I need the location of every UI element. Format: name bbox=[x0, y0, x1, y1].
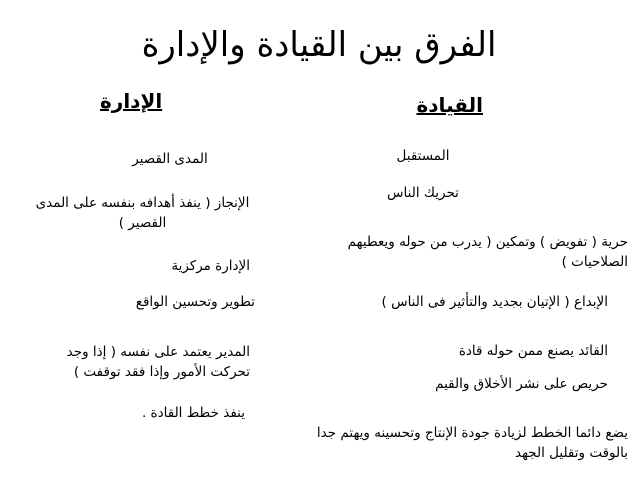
management-item: تطوير وتحسين الواقع bbox=[135, 294, 255, 310]
management-heading: الإدارة bbox=[100, 89, 163, 113]
leadership-item: يضع دائما الخطط لزيادة جودة الإنتاج وتحسينه ويهتم جدا بالوقت وتقليل الجهد bbox=[316, 425, 628, 461]
management-item: الإنجاز ( ينفذ أهدافه بنفسه على المدى القصير ) bbox=[35, 195, 250, 231]
management-item: الإدارة مركزية bbox=[171, 258, 250, 274]
management-item: المدير يعتمد على نفسه ( إذا وجد تحركت الأمور وإذا فقد توقفت ) bbox=[66, 344, 250, 380]
leadership-item: المستقبل bbox=[396, 148, 450, 164]
leadership-item: حريص على نشر الأخلاق والقيم bbox=[435, 376, 608, 392]
management-item: ينفذ خطط القادة . bbox=[141, 405, 245, 421]
leadership-item: الإبداع ( الإتيان بجديد والتأثير فى الناس ) bbox=[381, 294, 608, 310]
leadership-item: القائد يصنع ممن حوله قادة bbox=[458, 343, 608, 359]
leadership-item: تحريك الناس bbox=[387, 185, 459, 201]
leadership-item: حرية ( تفويض ) وتمكين ( يدرب من حوله ويعطيهم الصلاحيات ) bbox=[347, 234, 628, 270]
management-item: المدى القصير bbox=[132, 151, 208, 167]
leadership-heading: القيادة bbox=[416, 93, 483, 117]
slide-title: الفرق بين القيادة والإدارة bbox=[141, 25, 497, 65]
